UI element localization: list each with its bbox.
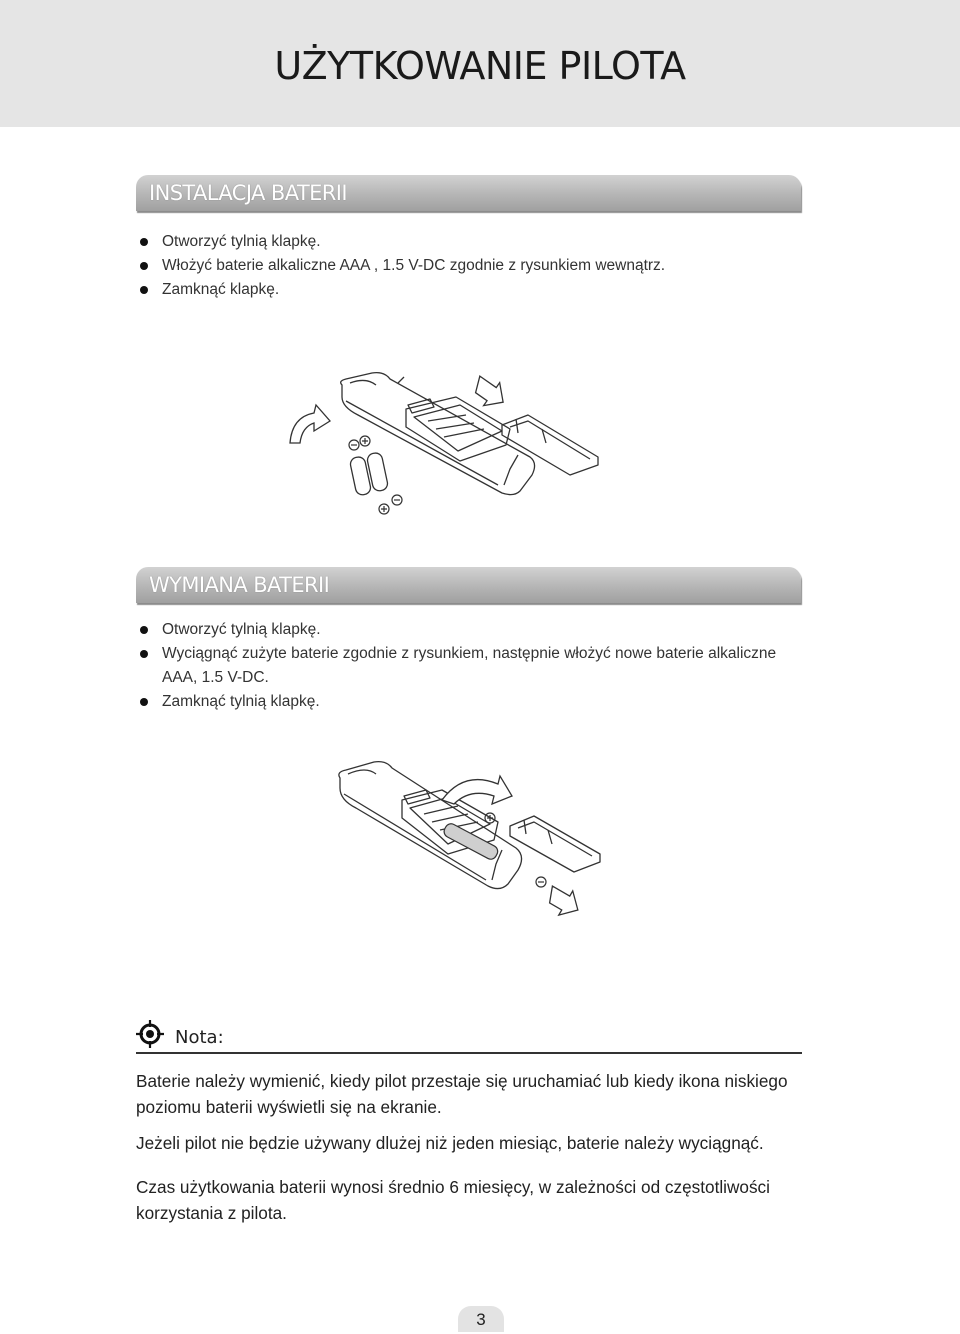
list-item: Otworzyć tylnią klapkę.	[138, 618, 778, 642]
list-item: Zamknąć klapkę.	[138, 278, 778, 302]
note-label: Nota:	[175, 1027, 224, 1048]
page-number: 3	[458, 1306, 504, 1332]
page-title: UŻYTKOWANIE PILOTA	[274, 44, 686, 88]
note-paragraph: Czas użytkowania baterii wynosi średnio 6 miesięcy, w zależności od częstotliwości korzystania z pilota.	[136, 1177, 770, 1223]
note-target-icon	[136, 1020, 164, 1048]
section-heading-replace	[136, 567, 801, 603]
rotate-arrow-icon	[290, 405, 330, 443]
note-paragraph: Baterie należy wymienić, kiedy pilot przestaje się uruchamiać lub kiedy ikona niskiego poziomu baterii wyświetli się na ekranie.	[136, 1071, 788, 1117]
battery-pair	[349, 452, 389, 496]
replace-steps-list	[138, 618, 778, 714]
section-heading-replace-label: WYMIANA BATERII	[149, 573, 330, 597]
battery-replace-illustration	[330, 756, 620, 928]
note-header	[136, 1018, 802, 1054]
note-divider	[136, 1052, 802, 1054]
install-steps-list	[138, 230, 778, 302]
rotate-arrow-icon	[442, 776, 512, 804]
slide-arrow-icon	[541, 881, 584, 922]
list-item: Wyciągnąć zużyte baterie zgodnie z rysunkiem, następnie włożyć nowe baterie alkaliczne AAA, 1.5 V-DC.	[138, 642, 778, 690]
list-item: Włożyć baterie alkaliczne AAA , 1.5 V-DC zgodnie z rysunkiem wewnątrz.	[138, 254, 778, 278]
battery-install-illustration	[280, 365, 610, 525]
note-paragraph: Jeżeli pilot nie będzie używany dlużej niż jeden miesiąc, baterie należy wyciągnąć.	[136, 1133, 764, 1153]
list-item: Otworzyć tylnią klapkę.	[138, 230, 778, 254]
section-heading-install	[136, 175, 801, 211]
page-header	[0, 0, 960, 127]
section-heading-install-label: INSTALACJA BATERII	[149, 181, 347, 205]
list-item: Zamknąć tylnią klapkę.	[138, 690, 778, 714]
